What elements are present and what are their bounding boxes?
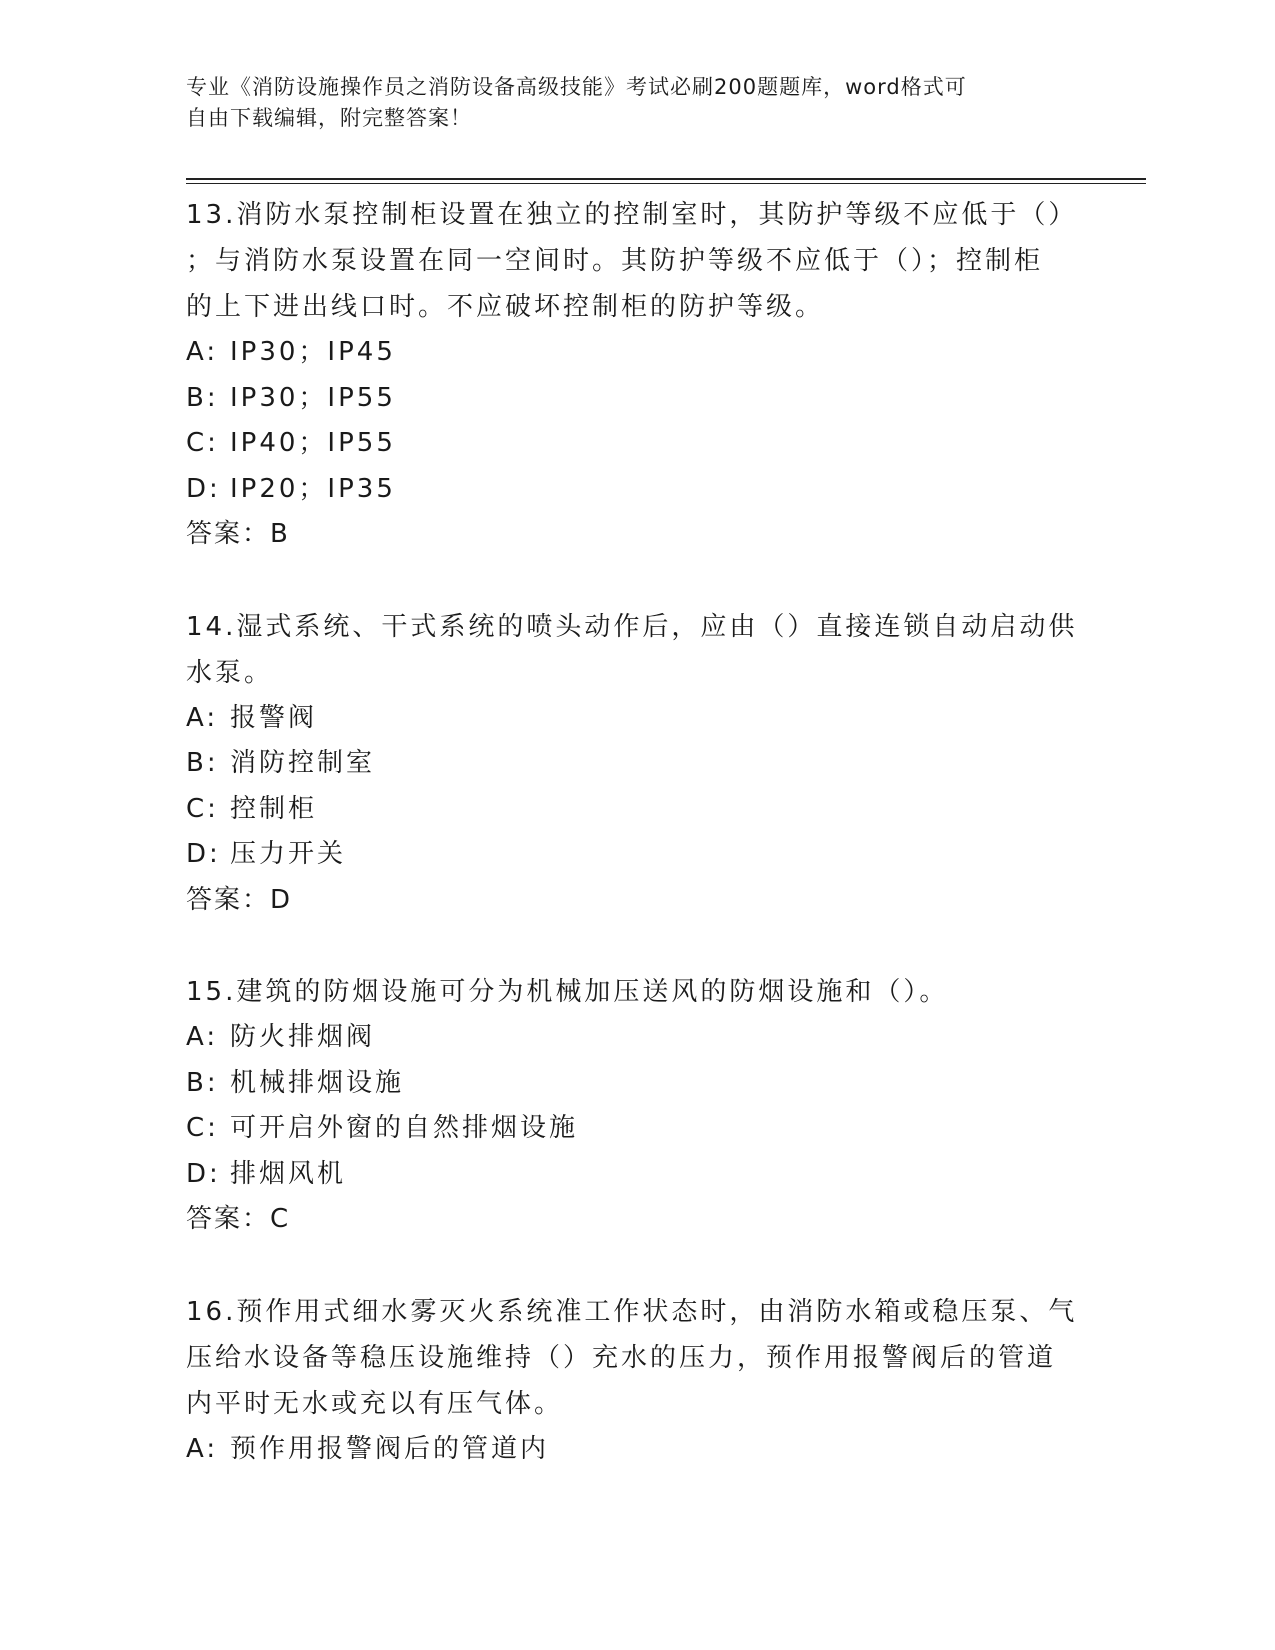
option-key: C: (186, 793, 219, 824)
header-line: 自由下载编辑，附完整答案！ (186, 106, 472, 130)
option-text: IP20；IP35 (230, 473, 396, 504)
header-divider-thick (186, 178, 1146, 180)
option-key: B: (186, 748, 219, 778)
stem-line: 内平时无水或充以有压气体。 (186, 1388, 564, 1419)
option-key: C: (186, 1113, 219, 1143)
question-stem (186, 1289, 1086, 1427)
option-text: 报警阀 (230, 702, 318, 733)
stem-line: ；与消防水泵设置在同一空间时。其防护等级不应低于（）；控制柜 (186, 246, 1044, 276)
option-text: IP30；IP55 (230, 382, 396, 413)
option-key: D: (186, 839, 221, 869)
option-key: B: (186, 1067, 219, 1098)
question-15 (186, 969, 1086, 1243)
stem-line: 水泵。 (186, 657, 274, 688)
option-d (186, 1152, 1086, 1198)
option-a (186, 1427, 1086, 1473)
question-stem (186, 969, 1086, 1015)
option-a (186, 1015, 1086, 1061)
stem-line: 14.湿式系统、干式系统的喷头动作后，应由（）直接连锁自动启动供 (186, 611, 1078, 642)
option-key: D: (186, 1158, 221, 1189)
header-line: 专业《消防设施操作员之消防设备高级技能》考试必刷200题题库，word格式可 (186, 75, 967, 99)
answer-line: 答案：D (186, 884, 293, 915)
question-13 (186, 192, 1086, 558)
question-spacer (186, 558, 1086, 604)
stem-line: 13.消防水泵控制柜设置在独立的控制室时，其防护等级不应低于（） (186, 200, 1078, 230)
option-text: 压力开关 (230, 839, 347, 869)
option-text: 控制柜 (230, 793, 318, 824)
option-d (186, 467, 1086, 513)
answer-line: 答案：B (186, 519, 290, 549)
option-list (186, 1015, 1086, 1197)
question-stem (186, 604, 1086, 696)
option-key: A: (186, 1433, 219, 1464)
option-text: IP40；IP55 (230, 428, 396, 458)
option-text: 可开启外窗的自然排烟设施 (230, 1113, 579, 1143)
option-b (186, 376, 1086, 422)
option-text: 预作用报警阀后的管道内 (230, 1433, 550, 1464)
stem-line: 压给水设备等稳压设施维持（）充水的压力，预作用报警阀后的管道 (186, 1342, 1057, 1373)
option-key: C: (186, 428, 219, 458)
option-key: B: (186, 382, 219, 413)
option-c (186, 1106, 1086, 1152)
option-b (186, 741, 1086, 787)
question-spacer (186, 1243, 1086, 1289)
stem-line: 16.预作用式细水雾灭火系统准工作状态时，由消防水箱或稳压泵、气 (186, 1296, 1078, 1327)
option-a (186, 330, 1086, 376)
option-key: D: (186, 473, 221, 504)
option-key: A: (186, 337, 219, 367)
answer-line: 答案：C (186, 1204, 291, 1234)
stem-line: 15.建筑的防烟设施可分为机械加压送风的防烟设施和（）。 (186, 977, 949, 1007)
option-list (186, 696, 1086, 878)
option-key: A: (186, 1022, 219, 1052)
option-text: 防火排烟阀 (230, 1022, 376, 1052)
option-d (186, 832, 1086, 878)
question-16 (186, 1289, 1086, 1473)
option-list (186, 1427, 1086, 1473)
option-b (186, 1061, 1086, 1107)
option-key: A: (186, 702, 219, 733)
option-text: 消防控制室 (230, 748, 376, 778)
question-stem (186, 192, 1086, 330)
question-14 (186, 604, 1086, 924)
option-c (186, 787, 1086, 833)
question-list (186, 192, 1086, 1472)
option-c (186, 421, 1086, 467)
option-list (186, 330, 1086, 512)
option-text: 机械排烟设施 (230, 1067, 405, 1098)
option-text: IP30；IP45 (230, 337, 396, 367)
document-header (186, 72, 1066, 134)
question-spacer (186, 923, 1086, 969)
header-divider-thin (186, 183, 1146, 184)
option-a (186, 696, 1086, 742)
option-text: 排烟风机 (230, 1158, 347, 1189)
stem-line: 的上下进出线口时。不应破坏控制柜的防护等级。 (186, 292, 825, 322)
